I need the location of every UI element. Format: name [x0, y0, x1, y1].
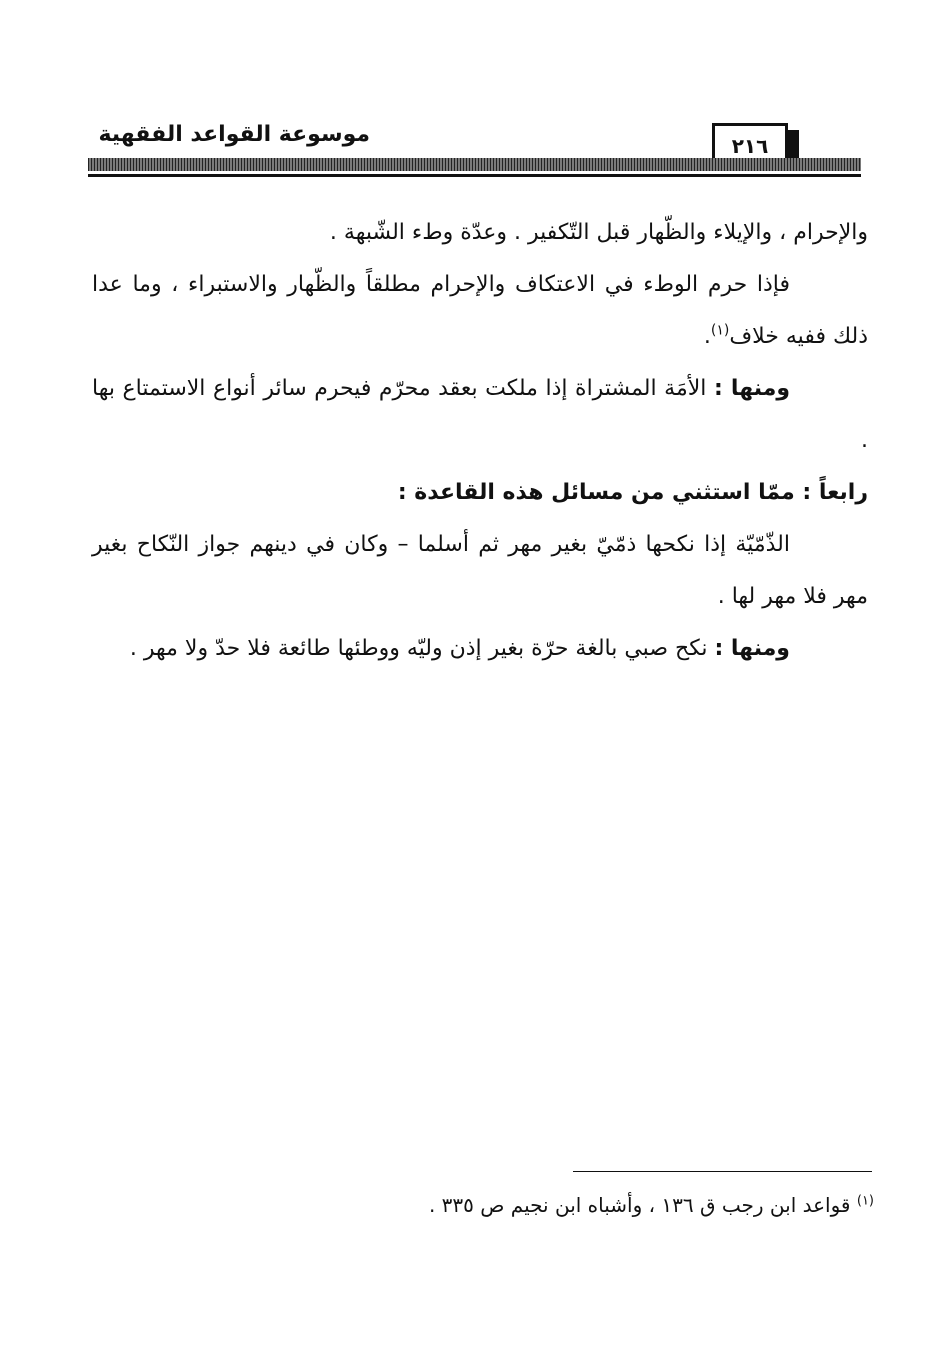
running-title: موسوعة القواعد الفقهية: [98, 122, 370, 147]
page-number: ٢١٦: [712, 123, 788, 163]
paragraph-4: الذّمّيّة إذا نكحها ذمّيّ بغير مهر ثم أسلما – وكان في دينهم جواز النّكاح بغير مهر فلا مهر لها .: [92, 532, 868, 609]
paragraph-5-text: نكح صبي بالغة حرّة بغير إذن وليّه ووطئها طائعة فلا حدّ ولا مهر .: [129, 636, 715, 661]
footnote: [300, 1190, 874, 1220]
paragraph-3-text: الأمَة المشتراة إذا ملكت بعقد محرّم فيحرم سائر أنواع الاستمتاع بها .: [92, 376, 868, 453]
paragraph-5-lead: ومنها :: [714, 636, 790, 661]
footnote-text: قواعد ابن رجب ق ١٣٦ ، وأشباه ابن نجيم ص ٣٣٥ .: [428, 1193, 857, 1217]
body-text: [92, 207, 868, 675]
footnote-rule: [573, 1171, 872, 1172]
header-rule: [88, 158, 861, 171]
paragraph-1: والإحرام ، والإيلاء والظّهار قبل التّكفير . وعدّة وطء الشّبهة .: [329, 220, 868, 245]
footnote-marker: (١): [856, 1193, 874, 1209]
section-heading: رابعاً : ممّا استثني من مسائل هذه القاعدة :: [397, 480, 868, 505]
paragraph-3-lead: ومنها :: [713, 376, 790, 401]
paragraph-2-text: فإذا حرم الوطء في الاعتكاف والإحرام مطلقاً والظّهار والاستبراء ، وما عدا ذلك ففيه خلاف: [92, 272, 868, 349]
paragraph-2-end: .: [703, 324, 711, 349]
header-rule-thin: [88, 174, 861, 177]
footnote-reference[interactable]: (١): [710, 322, 730, 339]
paragraph-2: [92, 259, 868, 363]
paragraph-5: [92, 623, 868, 675]
paragraph-3: [92, 363, 868, 467]
